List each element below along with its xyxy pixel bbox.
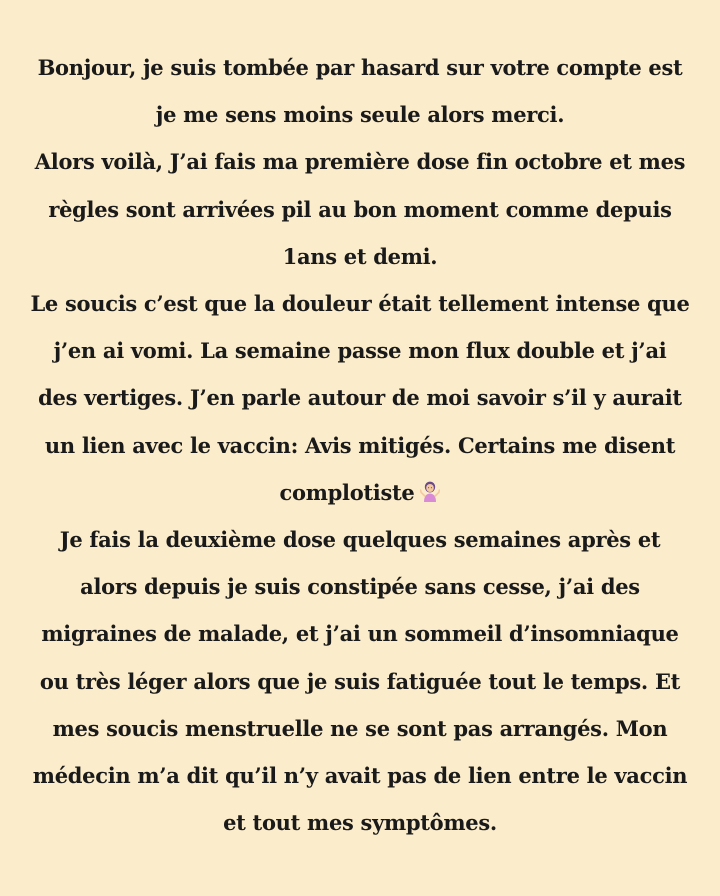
text-line-5: 1ans et demi. <box>282 243 438 269</box>
text-line-6: Le soucis c’est que la douleur était tellement intense que <box>30 291 690 317</box>
text-line-12: alors depuis je suis constipée sans cesse, j’ai des <box>80 574 640 600</box>
text-line-9: un lien avec le vaccin: Avis mitigés. Certains me disent <box>44 432 676 458</box>
text-line-8: des vertiges. J’en parle autour de moi savoir s’il y aurait <box>38 385 682 411</box>
text-line-4: règles sont arrivées pil au bon moment comme depuis <box>48 196 672 222</box>
text-line-14: ou très léger alors que je suis fatiguée tout le temps. Et <box>39 668 681 694</box>
text-line-2: je me sens moins seule alors merci. <box>155 102 565 128</box>
text-line-1: Bonjour, je suis tombée par hasard sur votre compte est <box>37 55 683 80</box>
text-line-10-wrapper <box>0 469 720 516</box>
text-line-13: migraines de malade, et j’ai un sommeil d’insomniaque <box>41 621 679 647</box>
text-line-10: complotiste <box>279 479 415 505</box>
person-shrugging-icon <box>420 481 440 503</box>
text-line-11: Je fais la deuxième dose quelques semaines après et <box>59 527 661 553</box>
text-line-15: mes soucis menstruelle ne se sont pas arrangés. Mon <box>52 715 668 741</box>
text-line-7: j’en ai vomi. La semaine passe mon flux double et j’ai <box>53 338 667 364</box>
text-line-3: Alors voilà, J’ai fais ma première dose fin octobre et mes <box>34 149 686 175</box>
text-line-16: médecin m’a dit qu’il n’y avait pas de lien entre le vaccin <box>32 763 688 789</box>
text-line-17: et tout mes symptômes. <box>223 810 497 836</box>
